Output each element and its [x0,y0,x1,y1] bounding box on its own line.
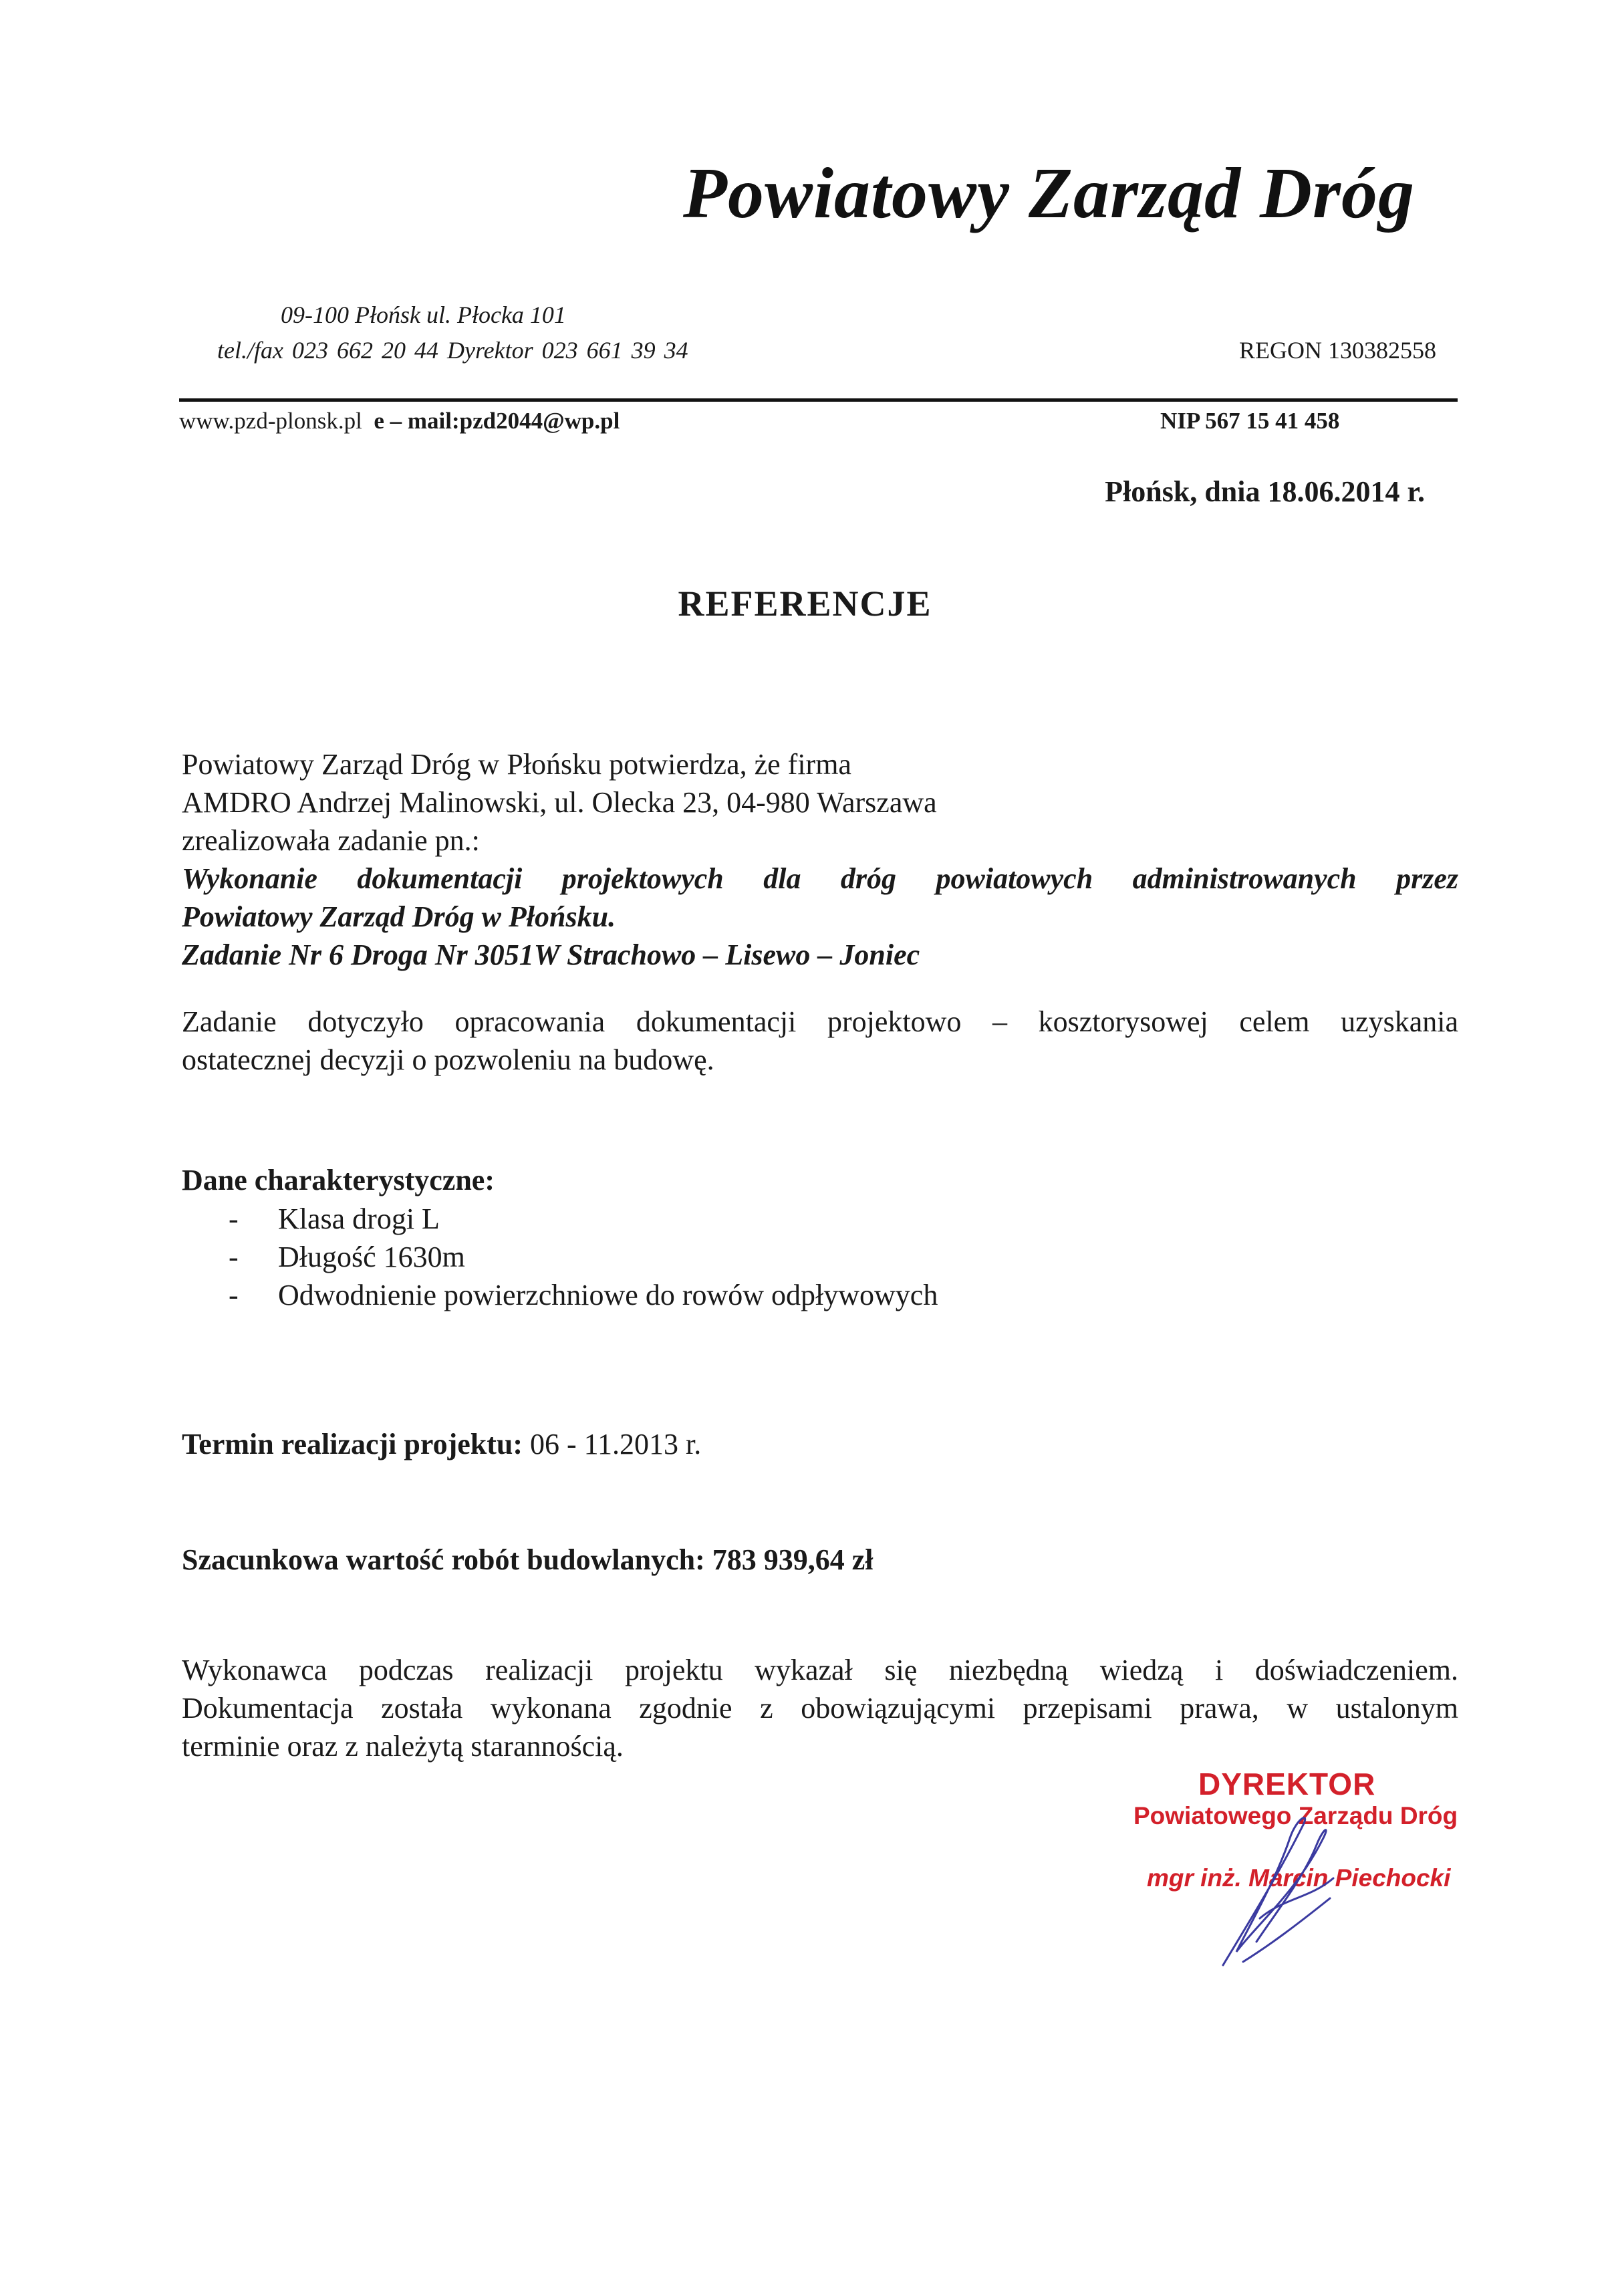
scope-paragraph [182,1003,1458,1079]
list-item [229,1238,938,1276]
email-link[interactable]: e – mail:pzd2044@wp.pl [374,408,620,434]
characteristics-list [229,1200,938,1314]
regon-number: REGON 130382558 [1239,337,1436,364]
list-bullet: - [229,1241,239,1273]
intro-line: zrealizowała zadanie pn.: [182,824,480,857]
header-divider [179,398,1458,402]
handwritten-signature [1196,1798,1350,1972]
stamp-name: mgr inż. Marcin Piechocki [1147,1864,1451,1892]
closing-line: terminie oraz z należytą starannością. [182,1730,624,1763]
completion-term [182,1427,701,1461]
list-item-text: Długość 1630m [278,1241,465,1273]
intro-line: Powiatowy Zarząd Dróg w Płońsku potwierdza, że firma [182,748,851,781]
phone-line: tel./fax 023 662 20 44 Dyrektor 023 661 39 34 [217,337,688,364]
scope-line: Zadanie dotyczyło opracowania dokumentacji projektowo – kosztorysowej celem uzyskania [182,1005,1458,1038]
nip-number: NIP 567 15 41 458 [1160,408,1340,434]
contact-line [179,408,620,434]
estimated-value: Szacunkowa wartość robót budowlanych: 783 939,64 zł [182,1543,874,1576]
list-bullet: - [229,1202,239,1235]
term-value: 06 - 11.2013 r. [523,1428,702,1460]
term-label: Termin realizacji projektu: [182,1428,523,1460]
closing-line: Dokumentacja została wykonana zgodnie z obowiązującymi przepisami prawa, w ustalonym [182,1692,1458,1725]
website-link[interactable]: www.pzd-plonsk.pl [179,408,362,434]
task-line: Zadanie Nr 6 Droga Nr 3051W Strachowo – Lisewo – Joniec [182,938,920,971]
stamp-subtitle: Powiatowego Zarządu Dróg [1133,1802,1458,1829]
list-item-text: Klasa drogi L [278,1202,440,1235]
intro-line: AMDRO Andrzej Malinowski, ul. Olecka 23, 04-980 Warszawa [182,786,937,819]
intro-paragraph [182,745,937,860]
scope-line: ostatecznej decyzji o pozwoleniu na budowę. [182,1043,714,1076]
list-item [229,1200,938,1238]
task-description [182,860,1458,974]
list-item-text: Odwodnienie powierzchniowe do rowów odpływowych [278,1279,938,1311]
characteristics-heading: Dane charakterystyczne: [182,1164,495,1196]
document-title: REFERENCJE [678,584,932,624]
organization-title: Powiatowy Zarząd Dróg [683,154,1416,233]
task-line: Powiatowy Zarząd Dróg w Płońsku. [182,900,616,933]
stamp-title: DYREKTOR [1198,1767,1376,1801]
closing-paragraph [182,1651,1458,1765]
closing-line: Wykonawca podczas realizacji projektu wykazał się niezbędną wiedzą i doświadczeniem. [182,1654,1458,1686]
signature-stroke [1223,1818,1333,1965]
list-item [229,1276,938,1314]
date-line: Płońsk, dnia 18.06.2014 r. [1105,475,1425,508]
address-line: 09-100 Płońsk ul. Płocka 101 [281,301,566,328]
task-line: Wykonanie dokumentacji projektowych dla dróg powiatowych administrowanych przez [182,862,1458,895]
list-bullet: - [229,1279,239,1311]
